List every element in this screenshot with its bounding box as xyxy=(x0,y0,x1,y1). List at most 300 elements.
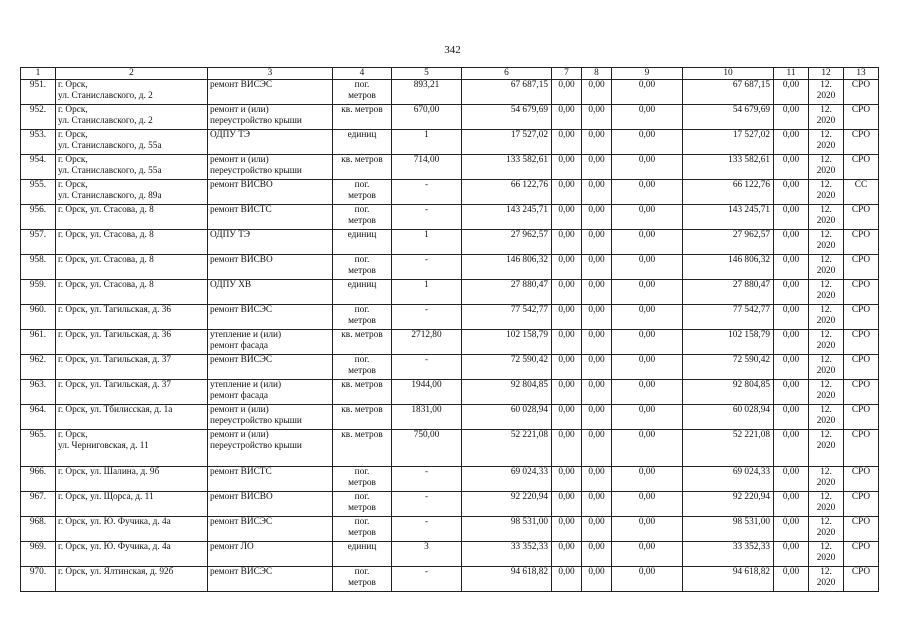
col11-cell: 0,00 xyxy=(774,130,809,155)
unit-cell-line: единиц xyxy=(347,230,377,240)
col8-cell: 0,00 xyxy=(582,305,612,330)
work-type-cell-line: ремонт ВИСВО xyxy=(210,492,273,502)
unit-cell xyxy=(333,305,392,330)
work-type-cell-line: переустройство крыши xyxy=(210,441,302,451)
col11-cell: 0,00 xyxy=(774,80,809,105)
col9-cell: 0,00 xyxy=(612,542,683,567)
work-type-cell xyxy=(208,330,333,355)
deadline-cell xyxy=(809,105,844,130)
table-row xyxy=(21,405,879,430)
work-type-cell-line: переустройство крыши xyxy=(210,166,302,176)
unit-cell-line: метров xyxy=(348,216,376,226)
address-cell-line: г. Орск, ул. Тагильская, д. 36 xyxy=(58,305,172,315)
work-type-cell xyxy=(208,542,333,567)
work-type-cell xyxy=(208,567,333,592)
table-row xyxy=(21,355,879,380)
row-number: 970. xyxy=(21,567,56,592)
address-cell xyxy=(56,517,208,542)
col8-cell: 0,00 xyxy=(582,230,612,255)
col8-cell: 0,00 xyxy=(582,105,612,130)
deadline-cell-line: 2020 xyxy=(816,391,836,401)
col7-cell: 0,00 xyxy=(552,155,582,180)
col10-cost-cell: 94 618,82 xyxy=(683,567,774,592)
work-type-cell-line: ремонт ВИСТС xyxy=(210,205,272,215)
address-cell-line: г. Орск, ул. Тагильская, д. 36 xyxy=(58,330,172,340)
quantity-cell: - xyxy=(392,305,462,330)
deadline-cell-line: 2020 xyxy=(816,441,836,451)
quantity-cell: - xyxy=(392,205,462,230)
work-type-cell-line: ремонт ВИСЭС xyxy=(210,305,273,315)
work-type-cell xyxy=(208,80,333,105)
total-cost-cell: 52 221,08 xyxy=(462,430,552,467)
total-cost-cell: 66 122,76 xyxy=(462,180,552,205)
column-number-8: 8 xyxy=(582,68,612,80)
deadline-cell-line: 12. xyxy=(820,180,832,190)
unit-cell-line: единиц xyxy=(347,130,377,140)
address-cell xyxy=(56,405,208,430)
address-cell-line: г. Орск, xyxy=(58,105,88,115)
row-number: 960. xyxy=(21,305,56,330)
quantity-cell: 3 xyxy=(392,542,462,567)
work-type-cell-line: ремонт и (или) xyxy=(210,155,269,165)
col9-cell: 0,00 xyxy=(612,255,683,280)
col7-cell: 0,00 xyxy=(552,567,582,592)
work-type-cell-line: ремонт ВИСЭС xyxy=(210,567,273,577)
unit-cell-line: метров xyxy=(348,366,376,376)
unit-cell xyxy=(333,230,392,255)
deadline-cell-line: 2020 xyxy=(816,116,836,126)
address-cell xyxy=(56,492,208,517)
deadline-cell xyxy=(809,305,844,330)
unit-cell xyxy=(333,130,392,155)
address-cell xyxy=(56,280,208,305)
work-type-cell-line: переустройство крыши xyxy=(210,116,302,126)
work-type-cell-line: утепление и (или) xyxy=(210,380,282,390)
work-type-cell-line: ремонт и (или) xyxy=(210,405,269,415)
work-type-cell xyxy=(208,155,333,180)
address-cell xyxy=(56,380,208,405)
work-type-cell xyxy=(208,205,333,230)
quantity-cell: 2712,80 xyxy=(392,330,462,355)
address-cell-line: г. Орск, xyxy=(58,180,88,190)
work-type-cell xyxy=(208,405,333,430)
quantity-cell: - xyxy=(392,467,462,492)
col11-cell: 0,00 xyxy=(774,380,809,405)
col10-cost-cell: 27 880,47 xyxy=(683,280,774,305)
work-type-cell-line: ремонт ВИСТС xyxy=(210,467,272,477)
column-number-4: 4 xyxy=(333,68,392,80)
quantity-cell: - xyxy=(392,567,462,592)
work-type-cell-line: ремонт ЛО xyxy=(210,542,254,552)
col8-cell: 0,00 xyxy=(582,567,612,592)
work-type-cell xyxy=(208,492,333,517)
total-cost-cell: 17 527,02 xyxy=(462,130,552,155)
quantity-cell: 1 xyxy=(392,130,462,155)
col7-cell: 0,00 xyxy=(552,330,582,355)
address-cell xyxy=(56,80,208,105)
col8-cell: 0,00 xyxy=(582,380,612,405)
row-number: 952. xyxy=(21,105,56,130)
work-type-cell-line: ремонт ВИСВО xyxy=(210,255,273,265)
col7-cell: 0,00 xyxy=(552,205,582,230)
col11-cell: 0,00 xyxy=(774,430,809,467)
deadline-cell xyxy=(809,492,844,517)
address-cell xyxy=(56,255,208,280)
address-cell xyxy=(56,567,208,592)
address-cell-line: г. Орск, xyxy=(58,155,88,165)
address-cell xyxy=(56,330,208,355)
table-row xyxy=(21,230,879,255)
address-cell xyxy=(56,230,208,255)
table-row xyxy=(21,467,879,492)
col8-cell: 0,00 xyxy=(582,542,612,567)
column-number-row xyxy=(21,68,879,80)
unit-cell xyxy=(333,430,392,467)
col10-cost-cell: 77 542,77 xyxy=(683,305,774,330)
source-cell: СРО xyxy=(844,517,879,542)
table-row xyxy=(21,130,879,155)
source-cell: СРО xyxy=(844,105,879,130)
source-cell: СРО xyxy=(844,380,879,405)
deadline-cell-line: 2020 xyxy=(816,91,836,101)
source-cell: СС xyxy=(844,180,879,205)
table-body xyxy=(21,80,879,592)
unit-cell-line: пог. xyxy=(354,567,370,577)
table-row xyxy=(21,155,879,180)
deadline-cell-line: 12. xyxy=(820,430,832,440)
col7-cell: 0,00 xyxy=(552,255,582,280)
col11-cell: 0,00 xyxy=(774,517,809,542)
table-row xyxy=(21,280,879,305)
work-type-cell-line: ОДПУ ТЭ xyxy=(210,230,251,240)
row-number: 951. xyxy=(21,80,56,105)
col10-cost-cell: 92 220,94 xyxy=(683,492,774,517)
source-cell: СРО xyxy=(844,567,879,592)
col7-cell: 0,00 xyxy=(552,542,582,567)
unit-cell-line: кв. метров xyxy=(341,405,383,415)
deadline-cell xyxy=(809,80,844,105)
deadline-cell-line: 2020 xyxy=(816,503,836,513)
unit-cell xyxy=(333,205,392,230)
deadline-cell xyxy=(809,280,844,305)
source-cell: СРО xyxy=(844,155,879,180)
col11-cell: 0,00 xyxy=(774,230,809,255)
quantity-cell: 1831,00 xyxy=(392,405,462,430)
col11-cell: 0,00 xyxy=(774,205,809,230)
row-number: 966. xyxy=(21,467,56,492)
row-number: 969. xyxy=(21,542,56,567)
row-number: 954. xyxy=(21,155,56,180)
col10-cost-cell: 33 352,33 xyxy=(683,542,774,567)
address-cell xyxy=(56,467,208,492)
total-cost-cell: 60 028,94 xyxy=(462,405,552,430)
address-cell-line: г. Орск, ул. Ю. Фучика, д. 4а xyxy=(58,517,171,527)
col8-cell: 0,00 xyxy=(582,355,612,380)
column-number-13: 13 xyxy=(844,68,879,80)
unit-cell-line: метров xyxy=(348,578,376,588)
col9-cell: 0,00 xyxy=(612,180,683,205)
unit-cell xyxy=(333,405,392,430)
total-cost-cell: 146 806,32 xyxy=(462,255,552,280)
col7-cell: 0,00 xyxy=(552,405,582,430)
address-cell-line: г. Орск, ул. Тбилисская, д. 1а xyxy=(58,405,173,415)
total-cost-cell: 98 531,00 xyxy=(462,517,552,542)
deadline-cell-line: 2020 xyxy=(816,316,836,326)
table-row xyxy=(21,105,879,130)
table-row xyxy=(21,567,879,592)
deadline-cell xyxy=(809,380,844,405)
col10-cost-cell: 17 527,02 xyxy=(683,130,774,155)
col9-cell: 0,00 xyxy=(612,355,683,380)
col7-cell: 0,00 xyxy=(552,380,582,405)
col8-cell: 0,00 xyxy=(582,130,612,155)
total-cost-cell: 94 618,82 xyxy=(462,567,552,592)
col8-cell: 0,00 xyxy=(582,467,612,492)
col8-cell: 0,00 xyxy=(582,405,612,430)
address-cell-line: ул. Станиславского, д. 89а xyxy=(58,191,162,201)
address-cell-line: г. Орск, ул. Стасова, д. 8 xyxy=(58,230,154,240)
col10-cost-cell: 52 221,08 xyxy=(683,430,774,467)
deadline-cell-line: 12. xyxy=(820,330,832,340)
total-cost-cell: 54 679,69 xyxy=(462,105,552,130)
unit-cell-line: пог. xyxy=(354,305,370,315)
work-type-cell-line: ОДПУ ХВ xyxy=(210,280,252,290)
col9-cell: 0,00 xyxy=(612,405,683,430)
col9-cell: 0,00 xyxy=(612,80,683,105)
col7-cell: 0,00 xyxy=(552,517,582,542)
table-row xyxy=(21,430,879,467)
col7-cell: 0,00 xyxy=(552,305,582,330)
unit-cell xyxy=(333,105,392,130)
row-number: 958. xyxy=(21,255,56,280)
col11-cell: 0,00 xyxy=(774,355,809,380)
unit-cell-line: пог. xyxy=(354,205,370,215)
unit-cell-line: метров xyxy=(348,528,376,538)
work-type-cell xyxy=(208,305,333,330)
col10-cost-cell: 66 122,76 xyxy=(683,180,774,205)
unit-cell xyxy=(333,280,392,305)
quantity-cell: - xyxy=(392,180,462,205)
source-cell: СРО xyxy=(844,467,879,492)
work-type-cell xyxy=(208,380,333,405)
table-row xyxy=(21,542,879,567)
row-number: 964. xyxy=(21,405,56,430)
work-type-cell-line: ремонт ВИСЭС xyxy=(210,80,273,90)
col8-cell: 0,00 xyxy=(582,180,612,205)
unit-cell xyxy=(333,255,392,280)
column-number-5: 5 xyxy=(392,68,462,80)
col9-cell: 0,00 xyxy=(612,517,683,542)
col8-cell: 0,00 xyxy=(582,280,612,305)
work-type-cell-line: ремонт ВИСЭС xyxy=(210,355,273,365)
address-cell-line: ул. Станиславского, д. 2 xyxy=(58,116,153,126)
col11-cell: 0,00 xyxy=(774,105,809,130)
table-row xyxy=(21,492,879,517)
quantity-cell: 1944,00 xyxy=(392,380,462,405)
column-number-11: 11 xyxy=(774,68,809,80)
deadline-cell-line: 2020 xyxy=(816,366,836,376)
unit-cell xyxy=(333,542,392,567)
col11-cell: 0,00 xyxy=(774,155,809,180)
address-cell-line: ул. Станиславского, д. 2 xyxy=(58,91,153,101)
unit-cell xyxy=(333,80,392,105)
deadline-cell-line: 12. xyxy=(820,155,832,165)
unit-cell xyxy=(333,155,392,180)
unit-cell-line: пог. xyxy=(354,492,370,502)
deadline-cell-line: 12. xyxy=(820,255,832,265)
col10-cost-cell: 69 024,33 xyxy=(683,467,774,492)
col8-cell: 0,00 xyxy=(582,155,612,180)
unit-cell xyxy=(333,567,392,592)
col8-cell: 0,00 xyxy=(582,255,612,280)
unit-cell-line: пог. xyxy=(354,180,370,190)
col11-cell: 0,00 xyxy=(774,405,809,430)
source-cell: СРО xyxy=(844,255,879,280)
work-type-cell xyxy=(208,280,333,305)
col10-cost-cell: 60 028,94 xyxy=(683,405,774,430)
col11-cell: 0,00 xyxy=(774,280,809,305)
deadline-cell xyxy=(809,205,844,230)
quantity-cell: - xyxy=(392,255,462,280)
source-cell: СРО xyxy=(844,405,879,430)
col10-cost-cell: 146 806,32 xyxy=(683,255,774,280)
source-cell: СРО xyxy=(844,280,879,305)
address-cell xyxy=(56,355,208,380)
unit-cell xyxy=(333,180,392,205)
deadline-cell-line: 2020 xyxy=(816,166,836,176)
total-cost-cell: 102 158,79 xyxy=(462,330,552,355)
quantity-cell: - xyxy=(392,492,462,517)
col8-cell: 0,00 xyxy=(582,330,612,355)
deadline-cell-line: 12. xyxy=(820,517,832,527)
source-cell: СРО xyxy=(844,230,879,255)
row-number: 953. xyxy=(21,130,56,155)
address-cell xyxy=(56,430,208,467)
source-cell: СРО xyxy=(844,492,879,517)
unit-cell-line: кв. метров xyxy=(341,155,383,165)
deadline-cell-line: 2020 xyxy=(816,291,836,301)
deadline-cell-line: 12. xyxy=(820,280,832,290)
total-cost-cell: 27 880,47 xyxy=(462,280,552,305)
source-cell: СРО xyxy=(844,542,879,567)
table-row xyxy=(21,255,879,280)
work-type-cell xyxy=(208,230,333,255)
address-cell-line: г. Орск, ул. Тагильская, д. 37 xyxy=(58,380,172,390)
work-type-cell xyxy=(208,517,333,542)
address-cell-line: г. Орск, ул. Тагильская, д. 37 xyxy=(58,355,172,365)
column-number-3: 3 xyxy=(208,68,333,80)
work-type-cell-line: ремонт и (или) xyxy=(210,430,269,440)
col7-cell: 0,00 xyxy=(552,467,582,492)
page-number: 342 xyxy=(444,44,461,56)
col7-cell: 0,00 xyxy=(552,180,582,205)
col11-cell: 0,00 xyxy=(774,567,809,592)
table-row xyxy=(21,305,879,330)
work-type-cell xyxy=(208,430,333,467)
col11-cell: 0,00 xyxy=(774,542,809,567)
deadline-cell-line: 12. xyxy=(820,542,832,552)
col10-cost-cell: 98 531,00 xyxy=(683,517,774,542)
address-cell xyxy=(56,105,208,130)
row-number: 961. xyxy=(21,330,56,355)
column-number-10: 10 xyxy=(683,68,774,80)
quantity-cell: 714,00 xyxy=(392,155,462,180)
column-number-7: 7 xyxy=(552,68,582,80)
unit-cell xyxy=(333,355,392,380)
deadline-cell-line: 2020 xyxy=(816,216,836,226)
total-cost-cell: 69 024,33 xyxy=(462,467,552,492)
total-cost-cell: 33 352,33 xyxy=(462,542,552,567)
address-cell-line: г. Орск, ул. Стасова, д. 8 xyxy=(58,205,154,215)
col10-cost-cell: 102 158,79 xyxy=(683,330,774,355)
source-cell: СРО xyxy=(844,430,879,467)
source-cell: СРО xyxy=(844,130,879,155)
column-number-2: 2 xyxy=(56,68,208,80)
deadline-cell-line: 2020 xyxy=(816,241,836,251)
column-number-9: 9 xyxy=(612,68,683,80)
col7-cell: 0,00 xyxy=(552,355,582,380)
deadline-cell-line: 12. xyxy=(820,567,832,577)
col10-cost-cell: 92 804,85 xyxy=(683,380,774,405)
source-cell: СРО xyxy=(844,80,879,105)
work-type-cell-line: ремонт ВИСЭС xyxy=(210,517,273,527)
address-cell-line: г. Орск, xyxy=(58,130,88,140)
col7-cell: 0,00 xyxy=(552,130,582,155)
row-number: 956. xyxy=(21,205,56,230)
address-cell-line: ул. Черниговская, д. 11 xyxy=(58,441,149,451)
deadline-cell-line: 2020 xyxy=(816,141,836,151)
work-type-cell xyxy=(208,255,333,280)
unit-cell-line: единиц xyxy=(347,542,377,552)
deadline-cell xyxy=(809,180,844,205)
address-cell xyxy=(56,130,208,155)
unit-cell xyxy=(333,517,392,542)
col11-cell: 0,00 xyxy=(774,492,809,517)
work-type-cell-line: утепление и (или) xyxy=(210,330,282,340)
address-cell xyxy=(56,205,208,230)
unit-cell-line: метров xyxy=(348,91,376,101)
col9-cell: 0,00 xyxy=(612,330,683,355)
work-type-cell xyxy=(208,467,333,492)
address-cell-line: г. Орск, ул. Стасова, д. 8 xyxy=(58,280,154,290)
col9-cell: 0,00 xyxy=(612,492,683,517)
work-type-cell-line: ремонт фасада xyxy=(210,341,269,351)
total-cost-cell: 77 542,77 xyxy=(462,305,552,330)
deadline-cell xyxy=(809,517,844,542)
col9-cell: 0,00 xyxy=(612,130,683,155)
unit-cell-line: метров xyxy=(348,503,376,513)
col8-cell: 0,00 xyxy=(582,492,612,517)
row-number: 968. xyxy=(21,517,56,542)
col11-cell: 0,00 xyxy=(774,330,809,355)
col9-cell: 0,00 xyxy=(612,230,683,255)
address-cell-line: г. Орск, xyxy=(58,80,88,90)
deadline-cell xyxy=(809,430,844,467)
table-row xyxy=(21,517,879,542)
deadline-cell-line: 2020 xyxy=(816,266,836,276)
address-cell-line: г. Орск, ул. Стасова, д. 8 xyxy=(58,255,154,265)
address-cell xyxy=(56,305,208,330)
col10-cost-cell: 143 245,71 xyxy=(683,205,774,230)
deadline-cell-line: 12. xyxy=(820,80,832,90)
unit-cell-line: пог. xyxy=(354,517,370,527)
deadline-cell-line: 12. xyxy=(820,492,832,502)
deadline-cell-line: 2020 xyxy=(816,553,836,563)
quantity-cell: 670,00 xyxy=(392,105,462,130)
deadline-cell xyxy=(809,130,844,155)
unit-cell-line: пог. xyxy=(354,255,370,265)
col10-cost-cell: 27 962,57 xyxy=(683,230,774,255)
